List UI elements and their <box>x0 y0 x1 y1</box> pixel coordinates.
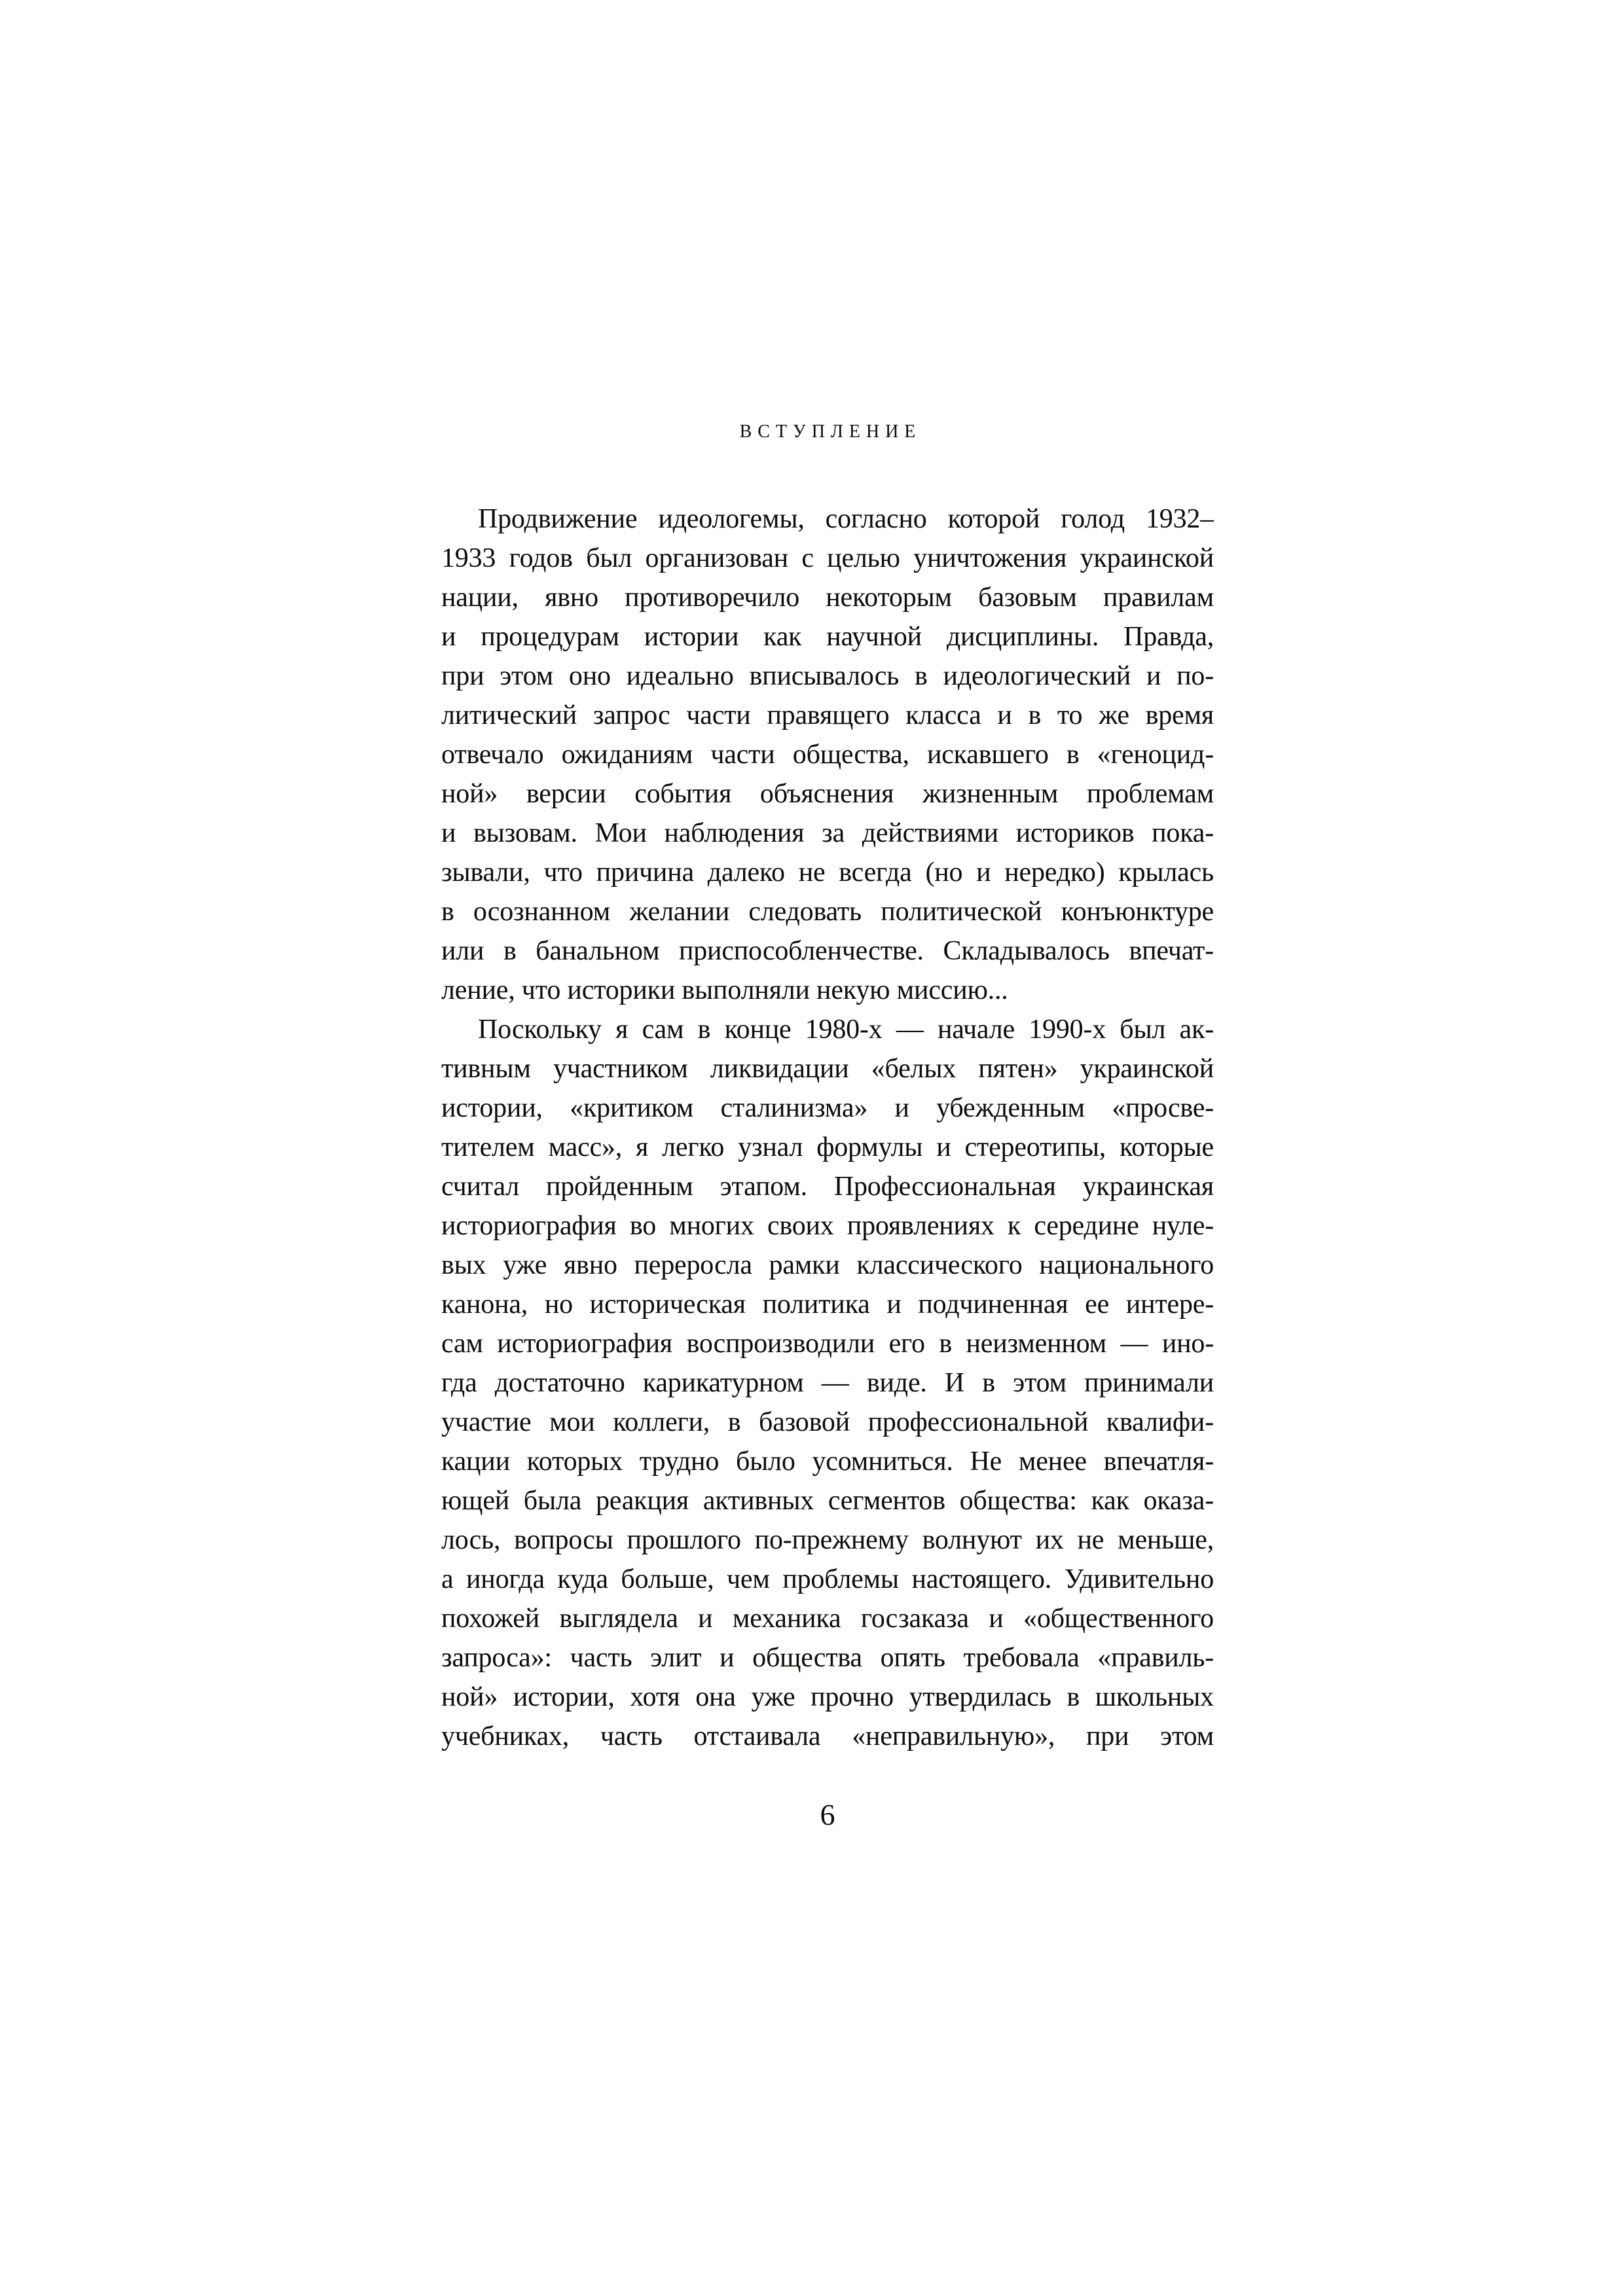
text-line: 1933 годов был организован с целью уничтожения украинской <box>441 543 1214 573</box>
text-line: участие мои коллеги, в базовой профессиональной квалифи- <box>441 1407 1214 1437</box>
text-line: ной» истории, хотя она уже прочно утвердилась в школьных <box>441 1682 1214 1712</box>
text-line: Продвижение идеологемы, согласно которой голод 1932– <box>478 504 1214 534</box>
text-line: а иногда куда больше, чем проблемы настоящего. Удивительно <box>441 1564 1214 1594</box>
text-line: нации, явно противоречило некоторым базовым правилам <box>441 583 1214 613</box>
text-line: считал пройденным этапом. Профессиональная украинская <box>441 1172 1214 1202</box>
body-text <box>441 499 1214 1756</box>
text-line: вых уже явно переросла рамки классического национального <box>441 1250 1214 1280</box>
text-line: Поскольку я сам в конце 1980-х — начале 1990-х был ак- <box>478 1014 1214 1045</box>
text-line: зывали, что причина далеко не всегда (но и нередко) крылась <box>441 857 1214 888</box>
text-line: истории, «критиком сталинизма» и убежденным «просве- <box>441 1093 1214 1123</box>
paragraph <box>441 1010 1214 1756</box>
text-line: сам историография воспроизводили его в неизменном — ино- <box>441 1329 1214 1359</box>
text-line: гда достаточно карикатурном — виде. И в этом принимали <box>441 1368 1214 1398</box>
text-line: похожей выглядела и механика госзаказа и «общественного <box>441 1604 1214 1634</box>
text-line: ление, что историки выполняли некую миссию... <box>441 975 1008 1005</box>
text-line: историография во многих своих проявлениях к середине нуле- <box>441 1211 1214 1241</box>
text-line: тителем масс», я легко узнал формулы и стереотипы, которые <box>441 1132 1214 1162</box>
text-line: кации которых трудно было усомниться. Не менее впечатля- <box>441 1446 1214 1477</box>
chapter-header: ВСТУПЛЕНИЕ <box>739 422 922 442</box>
text-line: ной» версии события объяснения жизненным проблемам <box>441 779 1214 809</box>
text-line: отвечало ожиданиям части общества, искавшего в «геноцид- <box>441 740 1214 770</box>
text-line: учебниках, часть отстаивала «неправильную», при этом <box>441 1721 1214 1751</box>
text-line: лось, вопросы прошлого по-прежнему волнуют их не меньше, <box>441 1525 1214 1555</box>
text-line: или в банальном приспособленчестве. Складывалось впечат- <box>441 936 1214 966</box>
text-line: канона, но историческая политика и подчиненная ее интере- <box>441 1289 1214 1319</box>
text-line: при этом оно идеально вписывалось в идеологический и по- <box>441 661 1214 691</box>
text-line: ющей была реакция активных сегментов общества: как оказа- <box>441 1486 1214 1516</box>
page-number: 6 <box>820 1798 835 1831</box>
text-line: тивным участником ликвидации «белых пятен» украинской <box>441 1054 1214 1084</box>
text-line: в осознанном желании следовать политической конъюнктуре <box>441 897 1214 927</box>
text-line: и вызовам. Мои наблюдения за действиями историков пока- <box>441 818 1214 848</box>
text-line: запроса»: часть элит и общества опять требовала «правиль- <box>441 1643 1214 1673</box>
text-line: и процедурам истории как научной дисциплины. Правда, <box>441 622 1214 652</box>
paragraph <box>441 499 1214 1010</box>
text-line: литический запрос части правящего класса и в то же время <box>441 700 1214 730</box>
